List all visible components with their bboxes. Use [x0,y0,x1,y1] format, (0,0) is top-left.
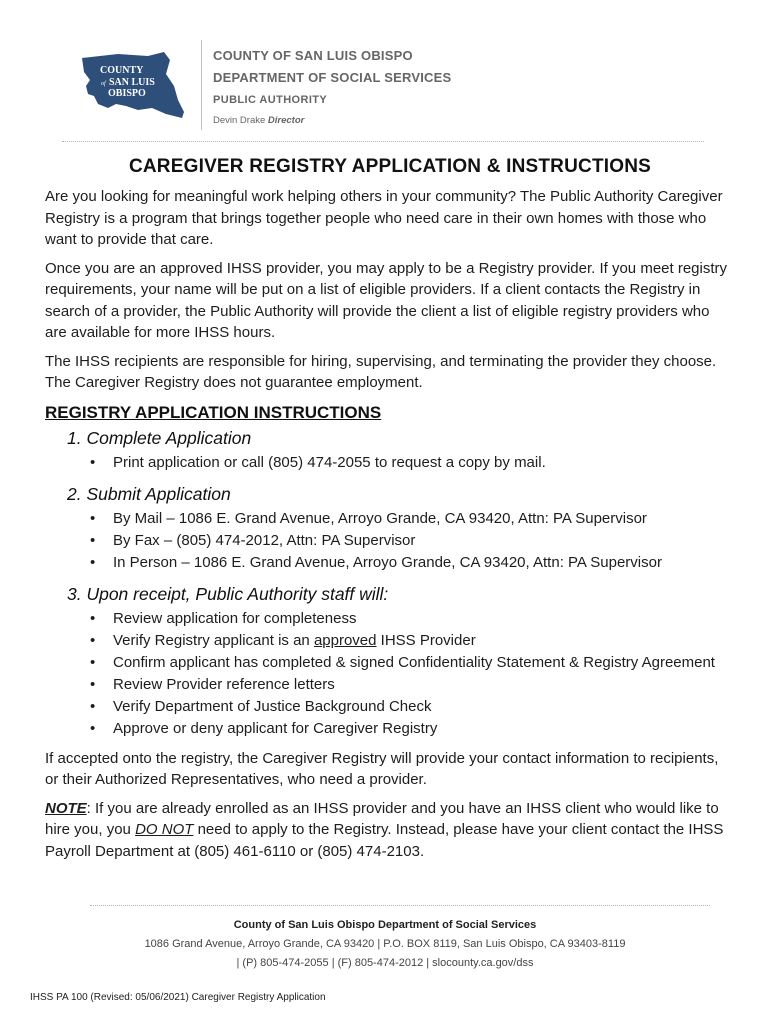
county-map-logo-icon [78,50,186,122]
step-1-title: 1. Complete Application [67,427,252,448]
list-item: • By Fax – (805) 474-2012, Attn: PA Supervisor [90,530,735,552]
department-name: DEPARTMENT OF SOCIAL SERVICES [213,70,452,85]
note-paragraph [45,798,735,863]
do-not-emphasis: DO NOT [135,821,194,838]
note-label: NOTE [45,799,87,817]
form-identifier: IHSS PA 100 (Revised: 05/06/2021) Caregiver Registry Application [30,992,326,1003]
header-divider [201,40,202,130]
logo-text-of: of [101,81,106,87]
county-logo [78,50,186,122]
document-body [45,156,735,869]
page-title: CAREGIVER REGISTRY APPLICATION & INSTRUCTIONS [128,156,652,177]
step-2-list [90,508,735,574]
instructions-heading: REGISTRY APPLICATION INSTRUCTIONS [45,402,382,422]
list-item-text: IHSS Provider [376,631,476,649]
step-2 [67,482,735,574]
step-1 [67,426,735,474]
note-text: : If you are already enrolled as an IHSS provider and you have an IHSS client who would like to hire you, you [45,799,719,838]
accepted-paragraph: If accepted onto the registry, the Caregiver Registry will provide your contact information to recipients, or their Authorized Representatives, who need a provider. [45,749,719,788]
list-item: • Review Provider reference letters [90,674,735,696]
logo-text-county: COUNTY [100,65,144,76]
header-text [213,48,451,126]
logo-text-obispo: OBISPO [108,88,146,99]
county-name: COUNTY OF SAN LUIS OBISPO [213,48,413,63]
list-item: • Approve or deny applicant for Caregiver Registry [90,718,735,740]
letterhead [0,0,770,144]
note-text: need to apply to the Registry. Instead, please have your client contact the IHSS Payroll Department at (805) 461-6110 or (805) 474-2103. [45,821,724,860]
list-item: • In Person – 1086 E. Grand Avenue, Arroyo Grande, CA 93420, Attn: PA Supervisor [90,552,735,574]
director-line [213,115,451,126]
approved-emphasis: approved [313,631,377,649]
logo-text-san-luis: SAN LUIS [109,77,155,88]
footer-org: County of San Luis Obispo Department of Social Services [233,919,537,931]
step-3-title: 3. Upon receipt, Public Authority staff will: [67,583,389,604]
footer-contact: | (P) 805-474-2055 | (F) 805-474-2012 | slocounty.ca.gov/dss [236,957,534,969]
step-3-list [90,608,735,740]
list-item [90,630,735,652]
footer-rule [90,905,710,906]
list-item: • Review application for completeness [90,608,735,630]
footer-text [0,919,770,976]
step-1-list [90,452,735,474]
footer-address: 1086 Grand Avenue, Arroyo Grande, CA 93420 | P.O. BOX 8119, San Luis Obispo, CA 93403-8119 [144,938,626,950]
intro-paragraph: Are you looking for meaningful work helping others in your community? The Public Authority Caregiver Registry is a program that brings together people who need care in their own homes with those who want to provide that care. [45,188,723,248]
intro-paragraph: The IHSS recipients are responsible for hiring, supervising, and terminating the provider they choose. The Caregiver Registry does not guarantee employment. [45,352,717,391]
list-item: • Print application or call (805) 474-2055 to request a copy by mail. [90,452,735,474]
step-2-title: 2. Submit Application [67,483,231,504]
list-item-text: Verify Registry applicant is an [113,631,314,649]
division-name: PUBLIC AUTHORITY [213,94,328,106]
intro-paragraph: Once you are an approved IHSS provider, you may apply to be a Registry provider. If you meet registry requirements, your name will be put on a list of eligible providers. If a client contacts the Registry in search of a provider, the Public Authority will provide the client a list of eligible registry providers who are available for more IHSS hours. [45,259,728,341]
director-title: Director [267,115,305,126]
director-name: Devin Drake [213,115,266,126]
list-item: • By Mail – 1086 E. Grand Avenue, Arroyo Grande, CA 93420, Attn: PA Supervisor [90,508,735,530]
list-item: • Verify Department of Justice Background Check [90,696,735,718]
step-3 [67,582,735,740]
list-item: • Confirm applicant has completed & signed Confidentiality Statement & Registry Agreement [90,652,735,674]
header-rule [62,141,704,142]
